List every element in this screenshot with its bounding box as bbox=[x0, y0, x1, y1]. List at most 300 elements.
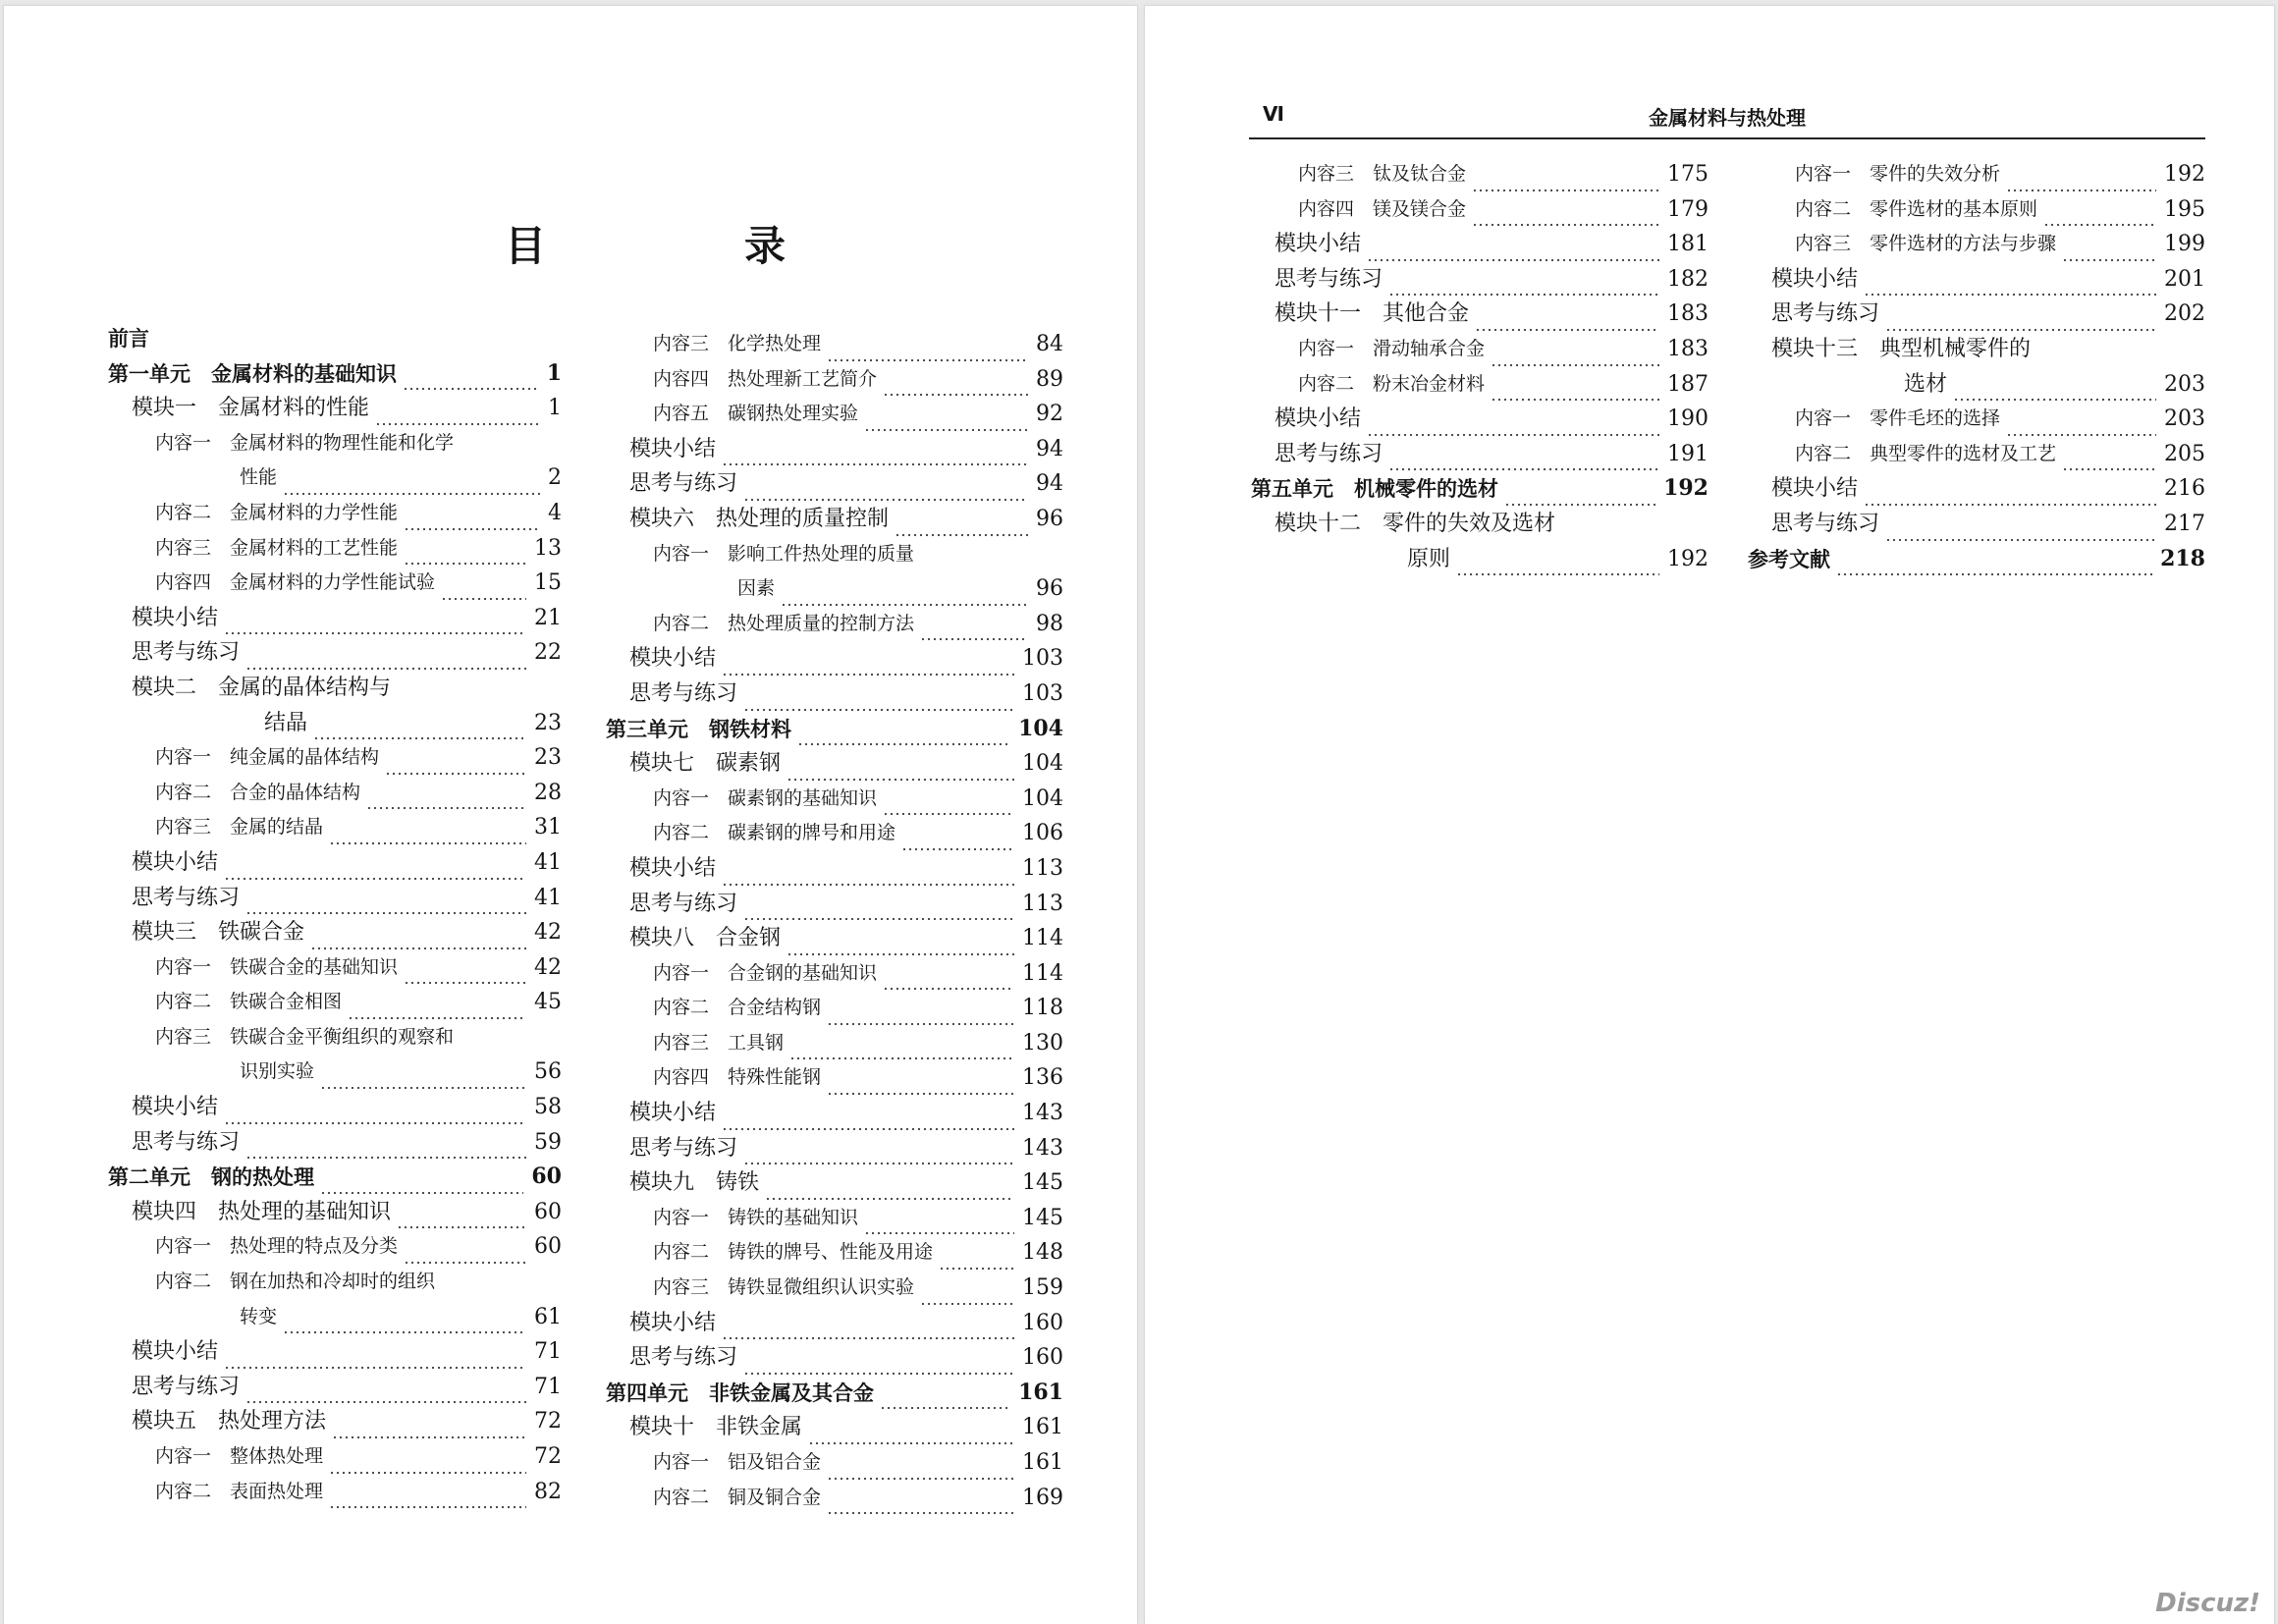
toc-entry bbox=[606, 851, 1063, 887]
toc-entry-page: 92 bbox=[1036, 402, 1063, 427]
toc-entry-page: 192 bbox=[2164, 162, 2205, 187]
toc-entry bbox=[1251, 192, 1708, 228]
toc-entry-label: 内容二 表面热处理 bbox=[155, 1480, 324, 1502]
toc-entry bbox=[1748, 157, 2205, 192]
dot-leader bbox=[1953, 378, 2156, 402]
dot-leader bbox=[827, 1072, 1014, 1096]
toc-entry-page: 72 bbox=[534, 1409, 562, 1435]
toc-entry bbox=[108, 1475, 562, 1510]
toc-entry-page: 160 bbox=[1022, 1310, 1063, 1335]
toc-entry-page: 61 bbox=[534, 1304, 562, 1329]
toc-entry bbox=[606, 502, 1063, 537]
toc-entry bbox=[1251, 402, 1708, 437]
toc-entry bbox=[108, 1160, 562, 1195]
toc-entry-label: 模块七 碳素钢 bbox=[629, 751, 782, 777]
dot-leader bbox=[329, 822, 526, 845]
toc-entry-label: 内容二 铸铁的牌号、性能及用途 bbox=[653, 1241, 934, 1264]
dot-leader bbox=[786, 933, 1014, 956]
dot-leader bbox=[2006, 413, 2156, 437]
header-page-number: Ⅵ bbox=[1263, 102, 1284, 126]
dot-leader bbox=[404, 961, 526, 985]
toc-entry-label: 内容二 粉末冶金材料 bbox=[1298, 372, 1486, 395]
toc-entry-page: 23 bbox=[534, 745, 562, 771]
toc-entry bbox=[606, 571, 1063, 607]
toc-entry-label: 思考与练习 bbox=[132, 1374, 241, 1399]
toc-entry bbox=[1748, 192, 2205, 228]
toc-entry bbox=[108, 496, 562, 531]
toc-entry bbox=[108, 776, 562, 811]
toc-entry bbox=[108, 356, 562, 392]
toc-entry-page: 179 bbox=[1667, 196, 1708, 222]
dot-leader bbox=[743, 688, 1014, 712]
dot-leader bbox=[224, 1346, 526, 1370]
toc-entry-label: 内容二 零件选材的基本原则 bbox=[1795, 197, 2038, 220]
toc-entry-page: 23 bbox=[534, 710, 562, 735]
toc-entry-page: 96 bbox=[1036, 506, 1063, 531]
toc-entry-page: 1 bbox=[548, 396, 562, 421]
toc-entry-label: 识别实验 bbox=[240, 1060, 315, 1083]
toc-entry bbox=[1748, 471, 2205, 507]
toc-entry bbox=[606, 1410, 1063, 1445]
toc-entry-label: 模块九 铸铁 bbox=[629, 1170, 760, 1196]
toc-entry bbox=[606, 1481, 1063, 1516]
toc-entry-label: 内容四 金属材料的力学性能试验 bbox=[155, 571, 436, 594]
dot-leader bbox=[2062, 448, 2156, 471]
toc-entry-label: 思考与练习 bbox=[629, 1135, 738, 1161]
toc-entry-label: 思考与练习 bbox=[132, 640, 241, 666]
toc-entry bbox=[606, 397, 1063, 432]
dot-leader bbox=[245, 647, 526, 671]
toc-entry bbox=[1251, 297, 1708, 332]
toc-entry bbox=[108, 1404, 562, 1439]
toc-entry-label: 第四单元 非铁金属及其合金 bbox=[606, 1380, 874, 1405]
dot-leader bbox=[786, 758, 1014, 782]
dot-leader bbox=[348, 997, 526, 1020]
toc-entry-page: 190 bbox=[1667, 406, 1708, 432]
toc-entry-label: 模块十一 其他合金 bbox=[1275, 301, 1470, 327]
toc-entry-label: 内容二 典型零件的选材及工艺 bbox=[1795, 442, 2057, 464]
toc-entry-page: 195 bbox=[2164, 196, 2205, 222]
toc-entry-label: 内容三 金属的结晶 bbox=[155, 816, 324, 839]
dot-leader bbox=[1491, 344, 1659, 367]
dot-leader bbox=[224, 857, 526, 881]
toc-entry bbox=[1251, 507, 1708, 542]
toc-entry-label: 内容三 化学热处理 bbox=[653, 333, 822, 354]
toc-entry-page: 192 bbox=[1663, 475, 1708, 502]
toc-entry-label: 内容二 金属材料的力学性能 bbox=[155, 501, 399, 523]
toc-entry-page: 82 bbox=[534, 1479, 562, 1504]
toc-entry-page: 182 bbox=[1667, 266, 1708, 292]
toc-entry-label: 模块小结 bbox=[629, 436, 717, 461]
dot-leader bbox=[283, 472, 540, 496]
toc-entry-page: 169 bbox=[1022, 1485, 1063, 1510]
toc-entry bbox=[1748, 332, 2205, 367]
toc-entry-label: 结晶 bbox=[264, 710, 308, 735]
toc-entry bbox=[108, 566, 562, 601]
toc-entry-label: 第一单元 金属材料的基础知识 bbox=[108, 360, 397, 386]
dot-leader bbox=[245, 1380, 526, 1404]
toc-entry-label: 内容三 工具钢 bbox=[653, 1031, 785, 1054]
toc-entry-page: 21 bbox=[534, 605, 562, 630]
toc-entry-page: 203 bbox=[2164, 371, 2205, 397]
toc-entry-page: 13 bbox=[534, 535, 562, 561]
toc-entry bbox=[108, 671, 562, 706]
toc-entry bbox=[1251, 332, 1708, 367]
toc-entry-page: 181 bbox=[1667, 232, 1708, 257]
dot-leader bbox=[765, 1177, 1014, 1201]
dot-leader bbox=[2043, 203, 2156, 227]
toc-entry bbox=[606, 1131, 1063, 1166]
toc-entry bbox=[1251, 157, 1708, 192]
toc-entry-label: 模块小结 bbox=[629, 855, 717, 881]
dot-leader bbox=[781, 583, 1028, 607]
toc-entry-page: 217 bbox=[2164, 511, 2205, 536]
dot-leader bbox=[827, 1002, 1014, 1026]
dot-leader bbox=[883, 792, 1014, 816]
toc-entry-label: 内容一 铸铁的基础知识 bbox=[653, 1206, 859, 1228]
dot-leader bbox=[1885, 518, 2156, 542]
dot-leader bbox=[224, 612, 526, 635]
dot-leader bbox=[1367, 413, 1659, 437]
toc-entry bbox=[1251, 542, 1708, 577]
dot-leader bbox=[329, 1486, 526, 1509]
toc-entry-label: 内容一 纯金属的晶体结构 bbox=[155, 746, 380, 769]
toc-entry bbox=[606, 712, 1063, 747]
dot-leader bbox=[743, 478, 1028, 502]
dot-leader bbox=[441, 577, 526, 601]
toc-entry-page: 161 bbox=[1022, 1415, 1063, 1440]
toc-entry-label: 模块一 金属材料的性能 bbox=[132, 396, 370, 421]
dot-leader bbox=[1388, 273, 1659, 297]
dot-leader bbox=[1491, 378, 1659, 402]
toc-entry-label: 内容一 零件的失效分析 bbox=[1795, 163, 2001, 185]
toc-entry bbox=[1748, 402, 2205, 437]
toc-entry bbox=[108, 1125, 562, 1161]
toc-entry-label: 内容一 铝及铝合金 bbox=[653, 1451, 822, 1473]
toc-entry-label: 内容一 合金钢的基础知识 bbox=[653, 961, 878, 984]
toc-entry-label: 模块小结 bbox=[132, 1095, 219, 1120]
toc-entry bbox=[108, 1439, 562, 1475]
dot-leader bbox=[1504, 483, 1655, 507]
toc-entry-label: 内容三 铸铁显微组织认识实验 bbox=[653, 1276, 915, 1299]
toc-entry-label: 模块十 非铁金属 bbox=[629, 1415, 803, 1440]
toc-entry bbox=[1251, 262, 1708, 298]
toc-entry-label: 模块小结 bbox=[629, 646, 717, 672]
dot-leader bbox=[864, 1212, 1014, 1235]
toc-entry bbox=[1748, 367, 2205, 403]
toc-entry-page: 218 bbox=[2160, 545, 2205, 571]
toc-entry-label: 性能 bbox=[240, 466, 278, 489]
toc-entry-label: 第五单元 机械零件的选材 bbox=[1251, 476, 1498, 502]
dot-leader bbox=[939, 1247, 1014, 1271]
dot-leader bbox=[283, 1311, 526, 1334]
toc-entry-label: 模块小结 bbox=[132, 1339, 219, 1365]
toc-entry-label: 内容三 零件选材的方法与步骤 bbox=[1795, 233, 2057, 255]
dot-leader bbox=[1864, 483, 2156, 507]
toc-entry-page: 94 bbox=[1036, 436, 1063, 461]
toc-entry bbox=[108, 321, 562, 356]
toc-entry-page: 143 bbox=[1022, 1135, 1063, 1161]
toc-entry bbox=[108, 915, 562, 950]
dot-leader bbox=[375, 403, 540, 426]
toc-entry-label: 模块八 合金钢 bbox=[629, 926, 782, 951]
toc-entry-label: 思考与练习 bbox=[1771, 301, 1880, 327]
toc-entry bbox=[606, 677, 1063, 712]
dot-leader bbox=[404, 1241, 526, 1265]
toc-entry-label: 内容四 热处理新工艺简介 bbox=[653, 367, 878, 390]
toc-entry bbox=[108, 950, 562, 986]
toc-entry bbox=[1748, 227, 2205, 262]
toc-entry-label: 内容四 镁及镁合金 bbox=[1298, 197, 1467, 220]
toc-entry-page: 28 bbox=[534, 780, 562, 805]
toc-entry bbox=[1748, 262, 2205, 298]
toc-entry-page: 94 bbox=[1036, 471, 1063, 497]
dot-leader bbox=[883, 967, 1014, 991]
toc-entry bbox=[606, 432, 1063, 467]
toc-column-left-2 bbox=[606, 327, 1063, 1515]
dot-leader bbox=[2062, 239, 2156, 262]
toc-entry-label: 模块小结 bbox=[1771, 266, 1859, 292]
toc-entry-label: 内容二 碳素钢的牌号和用途 bbox=[653, 822, 896, 844]
running-head bbox=[1249, 98, 2205, 139]
dot-leader bbox=[1472, 169, 1659, 192]
toc-entry-page: 41 bbox=[534, 849, 562, 875]
toc-entry bbox=[606, 607, 1063, 642]
toc-entry-label: 模块小结 bbox=[132, 605, 219, 630]
toc-entry-label: 内容一 碳素钢的基础知识 bbox=[653, 786, 878, 809]
toc-entry bbox=[108, 1055, 562, 1090]
toc-entry-label: 内容二 热处理质量的控制方法 bbox=[653, 612, 915, 634]
toc-entry-page: 187 bbox=[1667, 371, 1708, 397]
toc-entry bbox=[108, 426, 562, 461]
dot-leader bbox=[245, 1136, 526, 1160]
toc-entry-page: 71 bbox=[534, 1339, 562, 1365]
toc-entry-label: 模块小结 bbox=[629, 1310, 717, 1335]
toc-entry-page: 148 bbox=[1022, 1240, 1063, 1266]
toc-entry bbox=[606, 887, 1063, 922]
toc-entry-page: 106 bbox=[1022, 821, 1063, 846]
toc-entry-label: 参考文献 bbox=[1748, 546, 1830, 571]
dot-leader bbox=[1367, 239, 1659, 262]
toc-entry bbox=[1748, 542, 2205, 577]
dot-leader bbox=[743, 1142, 1014, 1165]
toc-entry-page: 103 bbox=[1022, 646, 1063, 672]
toc-entry-page: 161 bbox=[1022, 1450, 1063, 1475]
toc-entry-page: 202 bbox=[2164, 301, 2205, 327]
dot-leader bbox=[403, 367, 539, 391]
toc-entry-label: 内容三 钛及钛合金 bbox=[1298, 163, 1467, 185]
toc-entry-label: 内容一 滑动轴承合金 bbox=[1298, 337, 1486, 359]
dot-leader bbox=[1472, 203, 1659, 227]
toc-entry-label: 模块小结 bbox=[629, 1101, 717, 1126]
dot-leader bbox=[789, 1037, 1014, 1060]
dot-leader bbox=[901, 828, 1014, 851]
toc-entry bbox=[606, 991, 1063, 1026]
toc-entry-label: 内容一 铁碳合金的基础知识 bbox=[155, 955, 399, 978]
toc-entry bbox=[108, 706, 562, 741]
toc-entry bbox=[606, 1165, 1063, 1201]
dot-leader bbox=[864, 408, 1028, 432]
toc-entry bbox=[606, 1235, 1063, 1271]
toc-entry-label: 内容一 零件毛坯的选择 bbox=[1795, 407, 2001, 430]
toc-entry-page: 118 bbox=[1022, 996, 1063, 1021]
dot-leader bbox=[404, 542, 526, 566]
toc-entry-label: 思考与练习 bbox=[629, 891, 738, 916]
toc-entry-label: 内容二 合金结构钢 bbox=[653, 997, 822, 1019]
toc-entry-label: 思考与练习 bbox=[1275, 266, 1383, 292]
dot-leader bbox=[920, 1282, 1014, 1306]
toc-entry bbox=[606, 921, 1063, 956]
toc-entry bbox=[606, 362, 1063, 398]
toc-entry-label: 模块三 铁碳合金 bbox=[132, 920, 305, 946]
toc-entry bbox=[108, 531, 562, 567]
toc-entry-page: 45 bbox=[534, 990, 562, 1015]
toc-entry-label: 模块小结 bbox=[1275, 232, 1362, 257]
dot-leader bbox=[310, 927, 526, 950]
toc-entry-page: 113 bbox=[1022, 855, 1063, 881]
toc-entry bbox=[108, 1195, 562, 1230]
toc-entry bbox=[108, 1020, 562, 1056]
toc-entry bbox=[606, 641, 1063, 677]
toc-entry bbox=[108, 1229, 562, 1265]
toc-entry-label: 原则 bbox=[1407, 546, 1451, 571]
dot-leader bbox=[404, 508, 540, 531]
toc-entry-label: 模块六 热处理的质量控制 bbox=[629, 506, 890, 531]
toc-entry-label: 模块十三 典型机械零件的 bbox=[1771, 336, 2032, 361]
toc-entry bbox=[108, 881, 562, 916]
toc-entry bbox=[108, 1370, 562, 1405]
dot-leader bbox=[722, 653, 1014, 677]
toc-entry-label: 第三单元 钢铁材料 bbox=[606, 716, 791, 741]
dot-leader bbox=[224, 1102, 526, 1125]
toc-entry-page: 22 bbox=[534, 640, 562, 666]
toc-entry-label: 转变 bbox=[240, 1305, 278, 1327]
toc-entry-page: 104 bbox=[1022, 751, 1063, 777]
toc-entry bbox=[606, 1306, 1063, 1341]
toc-entry-page: 130 bbox=[1022, 1030, 1063, 1056]
dot-leader bbox=[2006, 169, 2156, 192]
dot-leader bbox=[1475, 308, 1659, 332]
toc-entry-page: 191 bbox=[1667, 441, 1708, 466]
toc-entry-page: 58 bbox=[534, 1095, 562, 1120]
toc-entry-label: 内容三 金属材料的工艺性能 bbox=[155, 536, 399, 559]
toc-entry bbox=[108, 1300, 562, 1335]
dot-leader bbox=[245, 892, 526, 915]
dot-leader bbox=[920, 618, 1028, 641]
toc-entry bbox=[606, 746, 1063, 782]
toc-entry bbox=[606, 1340, 1063, 1376]
header-book-title: 金属材料与热处理 bbox=[1649, 106, 1806, 130]
dot-leader bbox=[313, 717, 526, 740]
toc-entry-page: 136 bbox=[1022, 1065, 1063, 1091]
dot-leader bbox=[743, 1352, 1014, 1376]
toc-entry bbox=[108, 810, 562, 845]
watermark: Discuz! bbox=[2155, 1589, 2260, 1618]
toc-entry-page: 96 bbox=[1036, 576, 1063, 602]
toc-entry bbox=[108, 635, 562, 671]
toc-entry bbox=[108, 1334, 562, 1370]
toc-entry bbox=[108, 601, 562, 636]
toc-entry-page: 60 bbox=[534, 1234, 562, 1260]
dot-leader bbox=[366, 786, 526, 810]
toc-entry-page: 89 bbox=[1036, 366, 1063, 392]
toc-entry bbox=[606, 1060, 1063, 1096]
toc-entry bbox=[1251, 367, 1708, 403]
toc-entry-label: 内容一 热处理的特点及分类 bbox=[155, 1235, 399, 1258]
toc-entry-page: 42 bbox=[534, 920, 562, 946]
toc-entry-label: 思考与练习 bbox=[629, 471, 738, 497]
dot-leader bbox=[320, 1171, 523, 1195]
toc-entry-label: 思考与练习 bbox=[132, 1129, 241, 1155]
toc-entry-page: 42 bbox=[534, 954, 562, 980]
dot-leader bbox=[808, 1422, 1014, 1445]
toc-entry-label: 模块小结 bbox=[1275, 406, 1362, 432]
toc-entry-label: 内容三 铁碳合金平衡组织的观察和 bbox=[155, 1025, 455, 1048]
toc-entry bbox=[606, 1376, 1063, 1411]
dot-leader bbox=[1864, 273, 2156, 297]
toc-entry-label: 内容一 影响工件热处理的质量 bbox=[653, 542, 915, 565]
toc-entry-page: 104 bbox=[1022, 785, 1063, 811]
dot-leader bbox=[329, 1451, 526, 1475]
toc-entry-label: 第二单元 钢的热处理 bbox=[108, 1164, 314, 1190]
toc-entry-label: 模块二 金属的晶体结构与 bbox=[132, 675, 392, 700]
toc-entry-page: 15 bbox=[534, 570, 562, 596]
toc-entry-label: 内容四 特殊性能钢 bbox=[653, 1066, 822, 1089]
toc-entry-label: 内容二 铁碳合金相图 bbox=[155, 991, 343, 1013]
toc-entry bbox=[108, 1265, 562, 1300]
toc-column-left-1 bbox=[108, 321, 562, 1509]
toc-entry-label: 因素 bbox=[737, 577, 776, 600]
toc-entry bbox=[108, 985, 562, 1020]
toc-entry-label: 思考与练习 bbox=[132, 885, 241, 910]
toc-entry-page: 114 bbox=[1022, 960, 1063, 986]
dot-leader bbox=[722, 1108, 1014, 1131]
toc-entry bbox=[606, 1096, 1063, 1131]
toc-entry-label: 前言 bbox=[108, 326, 149, 351]
toc-entry-page: 216 bbox=[2164, 476, 2205, 502]
toc-entry-page: 4 bbox=[548, 500, 562, 525]
toc-entry-page: 98 bbox=[1036, 611, 1063, 636]
toc-entry-label: 内容一 整体热处理 bbox=[155, 1445, 324, 1467]
dot-leader bbox=[385, 752, 526, 776]
toc-entry bbox=[606, 1026, 1063, 1061]
toc-column-right-2 bbox=[1748, 157, 2205, 576]
dot-leader bbox=[827, 339, 1028, 362]
toc-column-right-1 bbox=[1251, 157, 1708, 576]
dot-leader bbox=[320, 1066, 526, 1090]
toc-entry-page: 114 bbox=[1022, 926, 1063, 951]
toc-entry-label: 思考与练习 bbox=[1771, 511, 1880, 536]
toc-entry bbox=[606, 956, 1063, 992]
toc-entry-page: 2 bbox=[548, 465, 562, 491]
toc-entry-page: 160 bbox=[1022, 1345, 1063, 1371]
toc-entry-page: 145 bbox=[1022, 1205, 1063, 1230]
toc-entry-label: 内容二 铜及铜合金 bbox=[653, 1486, 822, 1508]
dot-leader bbox=[880, 1386, 1010, 1410]
toc-entry bbox=[108, 460, 562, 496]
toc-entry-page: 104 bbox=[1018, 715, 1063, 741]
toc-entry bbox=[606, 816, 1063, 851]
toc-entry-page: 161 bbox=[1018, 1379, 1063, 1405]
toc-entry bbox=[1251, 227, 1708, 262]
toc-entry bbox=[108, 740, 562, 776]
dot-leader bbox=[332, 1416, 526, 1439]
toc-entry-label: 模块小结 bbox=[1771, 476, 1859, 502]
toc-entry bbox=[606, 327, 1063, 362]
dot-leader bbox=[1388, 448, 1659, 471]
toc-entry bbox=[1748, 297, 2205, 332]
toc-entry-label: 模块四 热处理的基础知识 bbox=[132, 1199, 392, 1224]
